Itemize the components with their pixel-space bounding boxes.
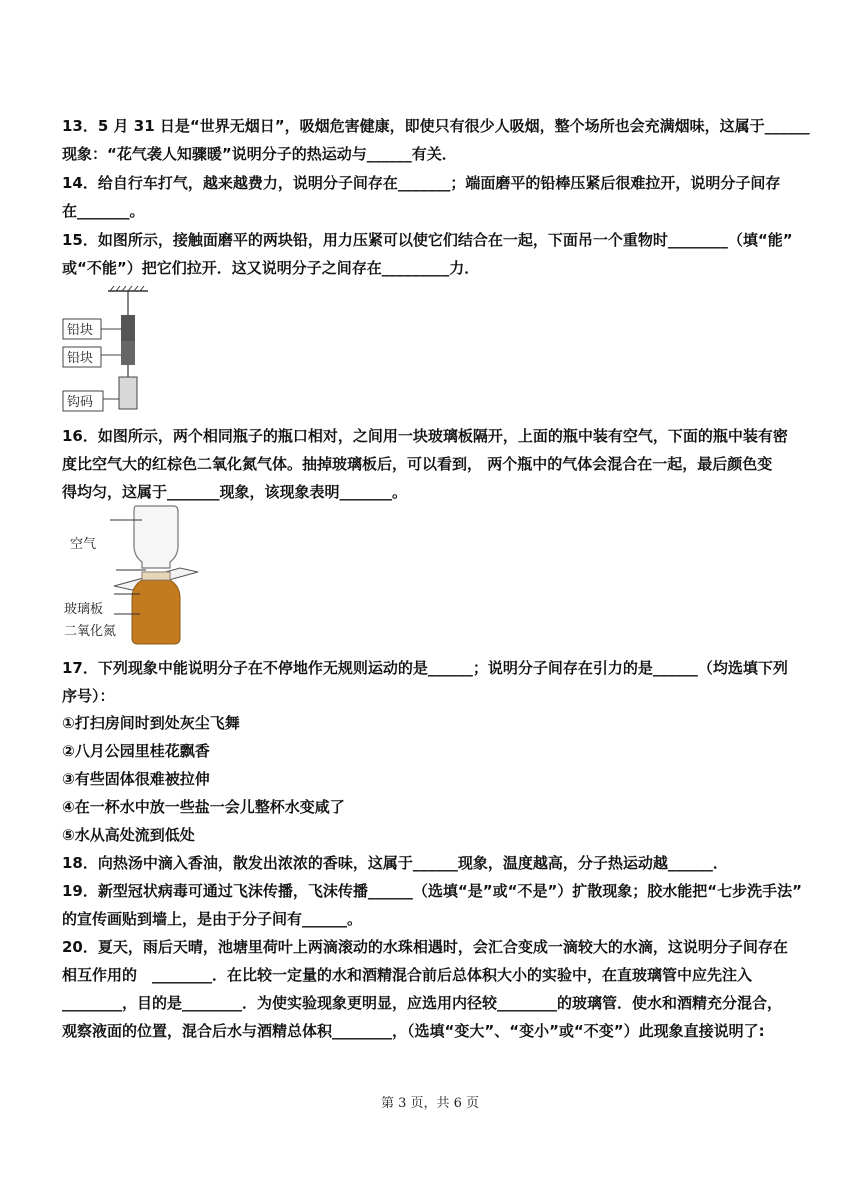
- q17-line-2: 序号）：: [62, 687, 115, 705]
- q20-line-3: ________，目的是________．为使实验现象更明显，应选用内径较________的玻璃管．使水和酒精充分混合，: [62, 994, 783, 1012]
- no2-gas-bottle: [132, 572, 180, 644]
- q17-option-2: ②八月公园里桂花飘香: [62, 742, 210, 760]
- fig-label-lead-top: 铅块: [67, 323, 94, 338]
- q14-line-2: 在_______。: [62, 202, 145, 220]
- q19-line-1: 19．新型冠状病毒可通过飞沫传播，飞沫传播______（选填“是”或“不是”）扩散现象；胶水能把“七步洗手法”: [62, 882, 803, 900]
- q19-line-2: 的宣传画贴到墙上，是由于分子间有______。: [62, 910, 363, 928]
- q16-line-1: 16．如图所示，两个相同瓶子的瓶口相对，之间用一块玻璃板隔开，上面的瓶中装有空气，下面的瓶中装有密: [62, 427, 788, 445]
- q16-line-2: 度比空气大的红棕色二氧化氮气体。抽掉玻璃板后，可以看到， 两个瓶中的气体会混合在一起，最后颜色变: [62, 455, 773, 473]
- q16-line-3: 得均匀，这属于_______现象，该现象表明_______。: [62, 483, 408, 501]
- fig-label-no2: 二氧化氮: [64, 624, 117, 639]
- q13-line-2: 现象：“花气袭人知骤暖”说明分子的热运动与______有关．: [62, 145, 457, 163]
- fig-label-weight: 钩码: [67, 395, 94, 410]
- q17-option-4: ④在一杯水中放一些盐一会儿整杯水变咸了: [62, 798, 345, 816]
- q15-line-2: 或“不能”）把它们拉开．这又说明分子之间存在_________力．: [62, 259, 480, 277]
- fig-label-glass: 玻璃板: [64, 602, 104, 617]
- q14-line-1: 14．给自行车打气，越来越费力，说明分子间存在_______；端面磨平的铅棒压紧后很难拉开，说明分子间存: [62, 174, 781, 192]
- gas-diffusion-figure: [62, 502, 212, 647]
- q20-line-4: 观察液面的位置，混合后水与酒精总体积________，（选填“变大”、“变小”或“不变”）此现象直接说明了:: [62, 1022, 765, 1040]
- q13-line-1: 13．5 月 31 日是“世界无烟日”，吸烟危害健康，即使只有很少人吸烟，整个场所也会充满烟味，这属于______: [62, 117, 810, 135]
- lead-blocks-figure: [62, 285, 172, 415]
- q18-line-1: 18．向热汤中滴入香油，散发出浓浓的香味，这属于______现象，温度越高，分子热运动越______．: [62, 854, 728, 872]
- page-footer: 第 3 页，共 6 页: [380, 1096, 480, 1111]
- q17-line-1: 17．下列现象中能说明分子在不停地作无规则运动的是______；说明分子间存在引力的是______（均选填下列: [62, 659, 788, 677]
- q17-option-3: ③有些固体很难被拉伸: [62, 770, 210, 788]
- fig-label-air: 空气: [70, 537, 97, 552]
- fig-label-lead-mid: 铅块: [67, 351, 94, 366]
- q20-line-2: 相互作用的 ________．在比较一定量的水和酒精混合前后总体积大小的实验中，在直玻璃管中应先注入: [62, 966, 753, 984]
- q15-line-1: 15．如图所示，接触面磨平的两块铅，用力压紧可以使它们结合在一起，下面吊一个重物时________（填“能”: [62, 231, 793, 249]
- q17-option-5: ⑤水从高处流到低处: [62, 826, 195, 844]
- q20-line-1: 20．夏天，雨后天晴，池塘里荷叶上两滴滚动的水珠相遇时，会汇合变成一滴较大的水滴，这说明分子间存在: [62, 938, 788, 956]
- q17-option-1: ①打扫房间时到处灰尘飞舞: [62, 714, 240, 732]
